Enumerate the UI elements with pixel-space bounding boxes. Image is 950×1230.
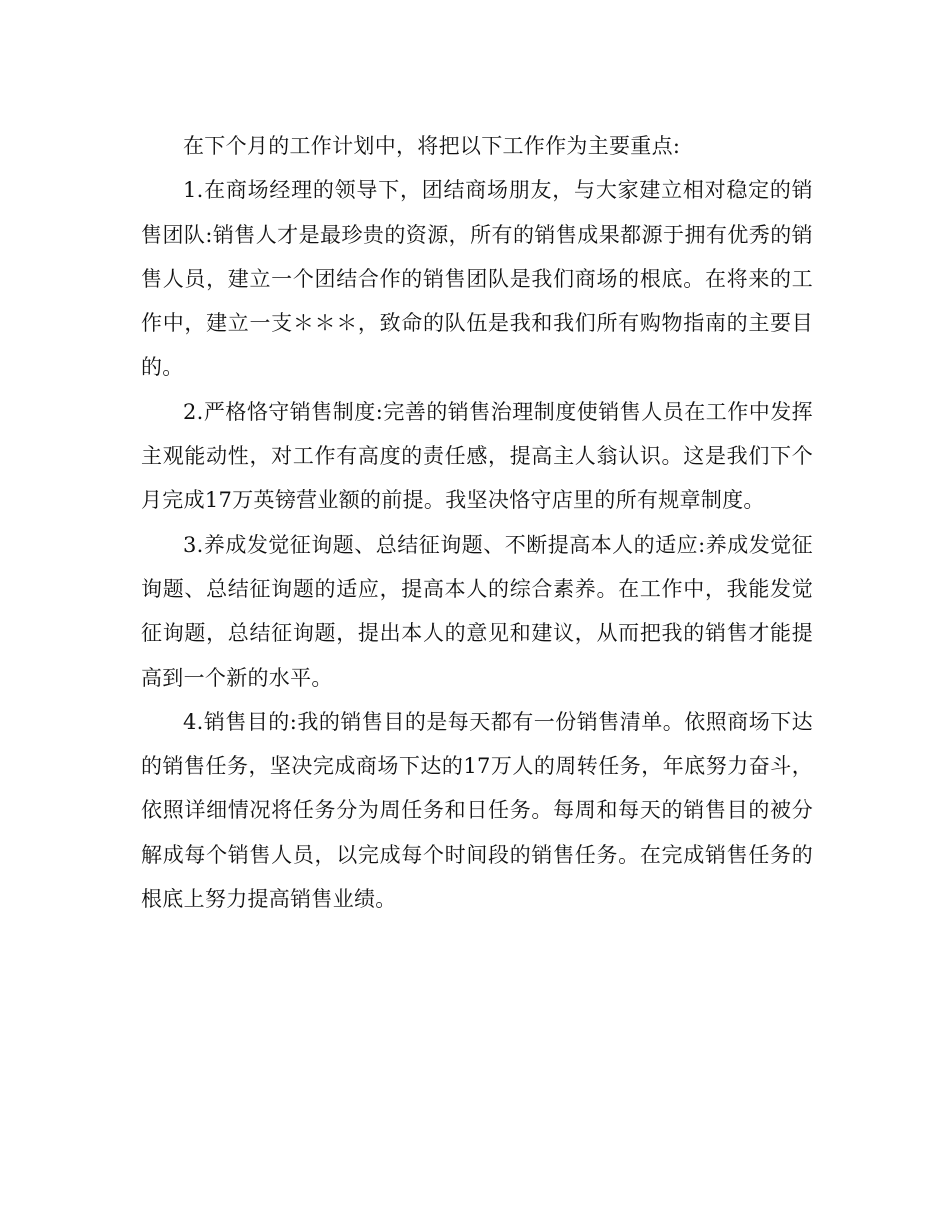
paragraph-item-3: 3.养成发觉征询题、总结征询题、不断提高本人的适应:养成发觉征询题、总结征询题的适应，提高本人的综合素养。在工作中，我能发觉征询题，总结征询题，提出本人的意见和建议，从而把我的销售才能提高到一个新的水平。 — [141, 532, 813, 690]
intro-paragraph: 在下个月的工作计划中，将把以下工作作为主要重点: — [183, 134, 681, 158]
paragraph-item-1: 1.在商场经理的领导下，团结商场朋友，与大家建立相对稳定的销售团队:销售人才是最珍贵的资源，所有的销售成果都源于拥有优秀的销售人员，建立一个团结合作的销售团队是我们商场的根底。在将来的工作中，建立一支＊＊＊，致命的队伍是我和我们所有购物指南的主要目的。 — [141, 178, 813, 380]
paragraph-item-2: 2.严格恪守销售制度:完善的销售治理制度使销售人员在工作中发挥主观能动性，对工作有高度的责任感，提高主人翁认识。这是我们下个月完成17万英镑营业额的前提。我坚决恪守店里的所有规章制度。 — [141, 399, 813, 513]
document-body — [141, 124, 813, 921]
paragraph-item-4: 4.销售目的:我的销售目的是每天都有一份销售清单。依照商场下达的销售任务，坚决完成商场下达的17万人的周转任务，年底努力奋斗，依照详细情况将任务分为周任务和日任务。每周和每天的销售目的被分解成每个销售人员，以完成每个时间段的销售任务。在完成销售任务的根底上努力提高销售业绩。 — [141, 709, 813, 912]
